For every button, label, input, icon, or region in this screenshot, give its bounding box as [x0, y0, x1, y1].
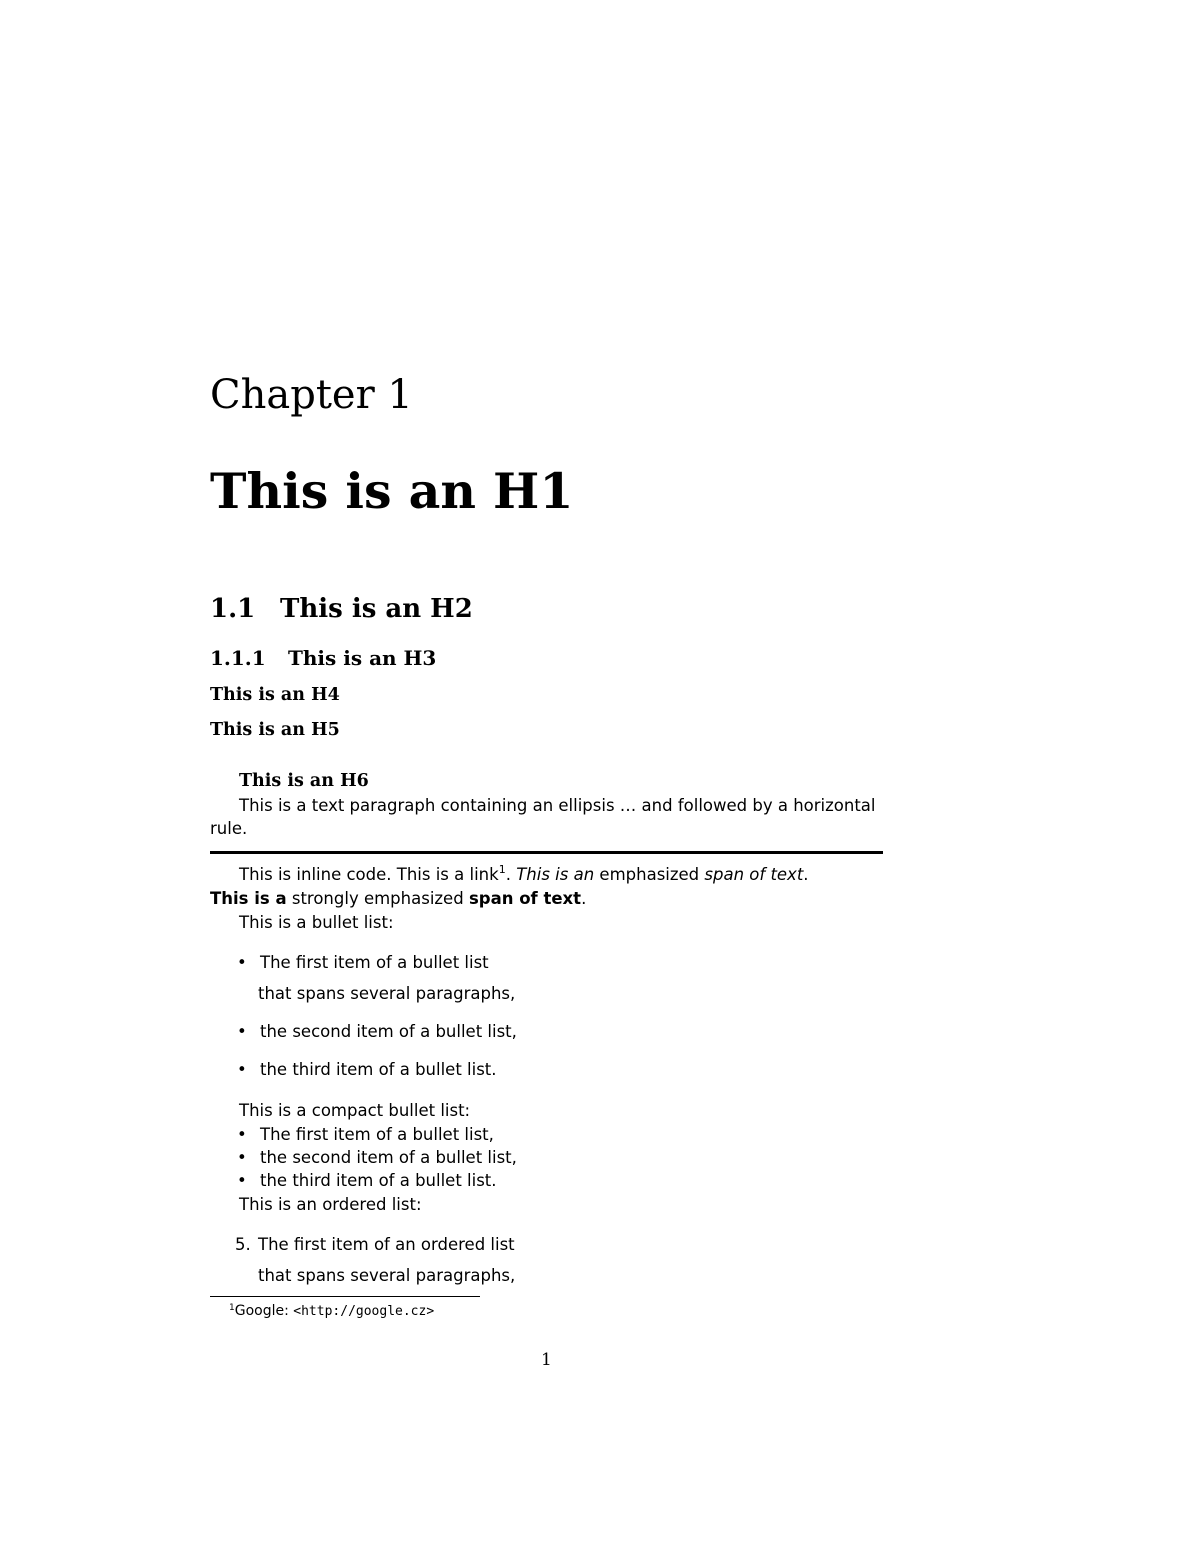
- heading-h2-text: This is an H2: [280, 594, 473, 624]
- compact-list-item-text: the second item of a bullet list,: [260, 1148, 517, 1167]
- compact-list-item-text: The first item of a bullet list,: [260, 1125, 494, 1144]
- ordered-list-number: 5.: [235, 1235, 251, 1254]
- text-period: .: [803, 865, 809, 884]
- compact-list-item: [235, 1148, 517, 1167]
- bullet-list-item: [235, 1060, 497, 1079]
- heading-h2: [210, 594, 473, 624]
- bullet-list-item-text: the third item of a bullet list.: [260, 1060, 497, 1079]
- paragraph-inline-line1: This is inline code. This is a link$^1$. This is an emphasized span of text.: [239, 863, 809, 884]
- ordered-list-item: [233, 1235, 515, 1254]
- strong-this-is-a: This is a: [210, 889, 287, 908]
- footnote-url[interactable]: <http://google.cz>: [293, 1304, 435, 1319]
- footnote-reference[interactable]: 1: [498, 863, 506, 876]
- paragraph-inline-line2: [210, 889, 586, 908]
- text-this-is: This is: [239, 865, 292, 884]
- heading-h1: This is an H1: [210, 462, 574, 520]
- bullet-icon: •: [237, 1022, 247, 1041]
- ordered-list-intro: This is an ordered list:: [239, 1195, 422, 1214]
- footnote-rule: [210, 1296, 480, 1297]
- ordered-list-item-continuation: that spans several paragraphs,: [258, 1266, 516, 1285]
- emphasis-this-is-an: This is an: [516, 865, 595, 884]
- heading-h3-number: 1.1.1: [210, 646, 266, 670]
- bullet-icon: •: [237, 953, 247, 972]
- bullet-list-intro: This is a bullet list:: [239, 913, 394, 932]
- heading-h3: [210, 646, 436, 670]
- paragraph-ellipsis-line2: rule.: [210, 819, 248, 838]
- compact-list-intro: This is a compact bullet list:: [239, 1101, 471, 1120]
- bullet-icon: •: [237, 1125, 247, 1144]
- bullet-icon: •: [237, 1171, 247, 1190]
- bullet-list-item: [235, 1022, 517, 1041]
- heading-h6: This is an H6: [239, 771, 369, 791]
- compact-list-item: [235, 1171, 497, 1190]
- inline-code: inline code: [296, 865, 387, 884]
- bullet-icon: •: [237, 1148, 247, 1167]
- text-emphasized: emphasized: [599, 865, 700, 884]
- strong-span-of-text: span of text: [468, 889, 582, 908]
- paragraph-ellipsis-line1: This is a text paragraph containing an ellipsis … and followed by a horizontal: [239, 796, 876, 815]
- compact-list-item-text: the third item of a bullet list.: [260, 1171, 497, 1190]
- bullet-list-item-text: the second item of a bullet list,: [260, 1022, 517, 1041]
- bullet-list-item: [235, 953, 489, 972]
- text-period-2: .: [581, 889, 587, 908]
- heading-h2-number: 1.1: [210, 594, 256, 624]
- chapter-label: Chapter 1: [210, 372, 413, 418]
- compact-list-item: [235, 1125, 494, 1144]
- link[interactable]: [470, 865, 506, 884]
- footnote-mark: 1: [229, 1303, 235, 1313]
- text-this-is-a: . This is a: [386, 865, 465, 884]
- page-number: 1: [541, 1350, 552, 1370]
- footnote: [229, 1303, 434, 1319]
- bullet-list-item-text: The first item of a bullet list: [260, 953, 489, 972]
- bullet-icon: •: [237, 1060, 247, 1079]
- emphasis-span-of-text: span of text: [704, 865, 804, 884]
- horizontal-rule: [210, 851, 883, 854]
- heading-h3-text: This is an H3: [288, 646, 437, 670]
- heading-h4: This is an H4: [210, 685, 340, 705]
- heading-h5: This is an H5: [210, 720, 340, 740]
- link-text[interactable]: link: [469, 865, 499, 884]
- text-strongly-emphasized: strongly emphasized: [291, 889, 464, 908]
- footnote-label: Google:: [234, 1303, 289, 1319]
- ordered-list-item-text: The first item of an ordered list: [258, 1235, 515, 1254]
- bullet-list-item-continuation: that spans several paragraphs,: [258, 984, 516, 1003]
